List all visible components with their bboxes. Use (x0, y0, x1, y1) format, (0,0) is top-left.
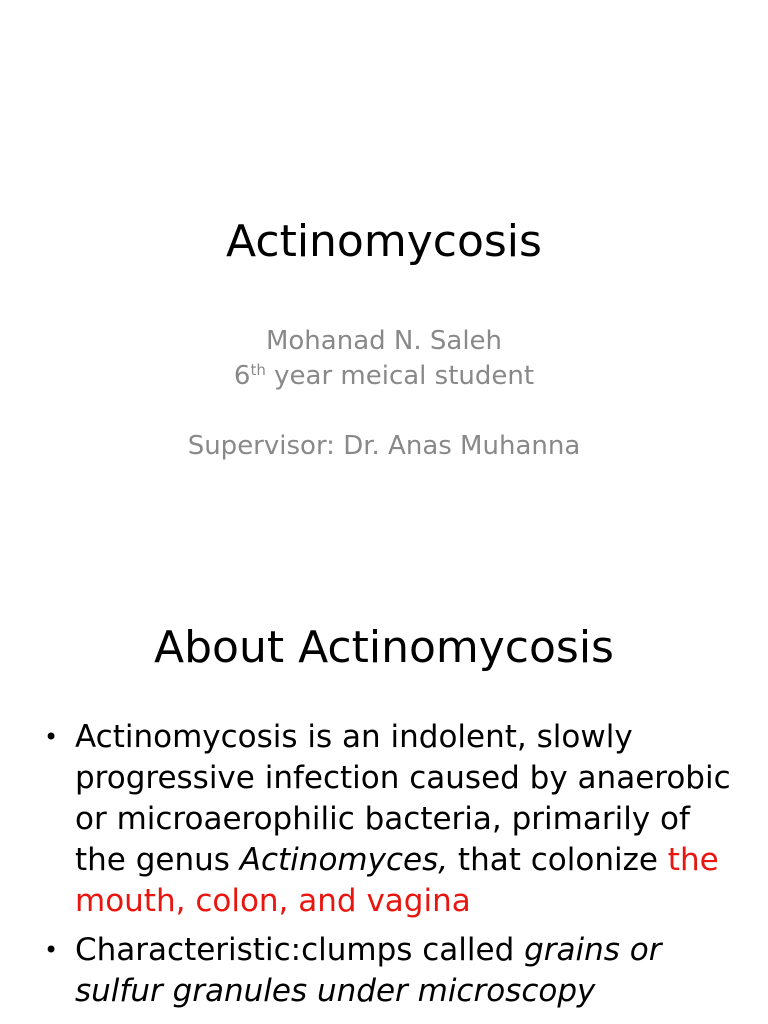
bullet-icon: • (44, 936, 59, 964)
bullet-highlight: the mouth, colon, and vagina (75, 842, 719, 919)
supervisor-line: Supervisor: Dr. Anas Muhanna (187, 431, 581, 461)
bullet-item (44, 930, 734, 1012)
bullet-text: that colonize (448, 842, 668, 878)
subtitle-gap (0, 394, 768, 429)
author-name: Mohanad N. Saleh (265, 326, 503, 356)
bullet-italic: Actinomyces, (239, 842, 449, 878)
year-suffix: th (250, 361, 266, 379)
bullet-item (44, 717, 734, 922)
bullet-list (44, 717, 734, 1020)
bullet-icon: • (44, 723, 59, 751)
slide-title: Actinomycosis (226, 216, 542, 267)
author-year (0, 359, 768, 394)
bullet-italic: grains or sulfur granules under microscopy (75, 932, 662, 1009)
slide-subtitle (0, 324, 768, 464)
content-slide (0, 576, 768, 1024)
slide-title: About Actinomycosis (154, 622, 614, 673)
bullet-text: Characteristic:clumps called (75, 932, 525, 968)
year-description: year meical student (265, 361, 535, 391)
year-number: 6 (233, 361, 251, 391)
bullet-text: Actinomycosis is an indolent, slowly progressive infection caused by anaerobic or microaerophilic bacteria, primarily of the genus (75, 719, 731, 878)
